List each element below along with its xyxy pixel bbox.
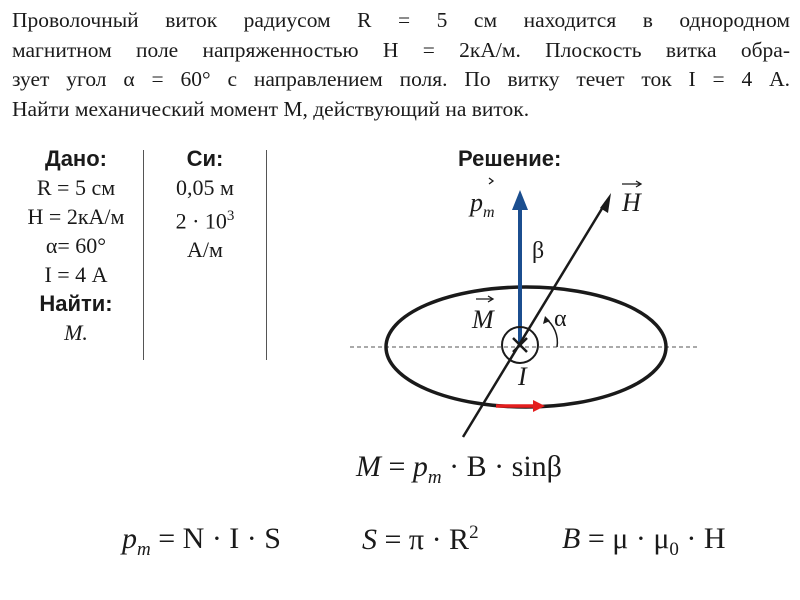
formula-pm	[122, 522, 281, 561]
formula-pm-p: p	[122, 522, 137, 555]
label-m	[472, 305, 494, 335]
formula-b-mid: = μ · μ	[580, 522, 670, 555]
given-alpha: α= 60°	[45, 233, 107, 258]
problem-line-4: Найти механический момент M, действующий на виток.	[12, 96, 530, 121]
formula-area-s: S	[362, 523, 377, 556]
given-r: R = 5 см	[36, 175, 116, 200]
formula-torque	[356, 450, 562, 489]
si-r: 0,05 м	[176, 175, 234, 200]
given-h: H = 2кА/м	[27, 204, 125, 229]
formula-b	[562, 522, 726, 561]
pm-arrowhead	[512, 190, 528, 210]
label-h-main: H	[622, 188, 641, 217]
formula-area	[362, 522, 479, 557]
formula-torque-sub: m	[427, 467, 442, 488]
formula-torque-lhs: M	[356, 450, 381, 483]
label-m-main: M	[472, 305, 494, 334]
label-i-main: I	[518, 362, 527, 391]
formula-b-sub: 0	[669, 539, 679, 560]
problem-line-3: зует угол α = 60° с направлением поля. По витку течет ток I = 4 А.	[12, 67, 790, 91]
formula-b-b: B	[562, 522, 581, 555]
si-title: Си:	[186, 146, 224, 171]
si-h-unit: А/м	[187, 237, 223, 263]
formula-torque-p: p	[412, 450, 428, 483]
formula-torque-eq: =	[381, 450, 413, 483]
current-arrowhead	[533, 400, 545, 412]
h-label-arrow	[622, 181, 641, 187]
label-h	[622, 188, 641, 218]
label-pm	[470, 188, 495, 222]
given-i: I = 4 А	[44, 262, 108, 287]
given-title: Дано:	[45, 146, 107, 171]
si-h-exponent: 3	[226, 208, 235, 224]
label-i	[518, 362, 527, 392]
si-h-mantissa: 2 · 10	[175, 208, 227, 234]
find-title: Найти:	[39, 291, 113, 316]
formula-pm-rest: = N · I · S	[150, 522, 281, 555]
problem-line-2: магнитном поле напряженностью H = 2кА/м. Плоскость витка обра-	[12, 37, 790, 62]
label-beta: β	[532, 238, 545, 264]
find-value: M.	[64, 320, 88, 345]
m-label-arrow	[476, 296, 493, 302]
alpha-arrowhead	[543, 316, 550, 324]
problem-line-1: Проволочный виток радиусом R = 5 см находится в однородном	[12, 8, 790, 32]
pm-label-arrow	[489, 178, 493, 184]
formula-area-mid: = π · R	[377, 523, 470, 556]
formula-pm-sub: m	[137, 539, 151, 560]
label-pm-sub: m	[483, 204, 495, 222]
solution-title: Решение:	[458, 146, 562, 171]
formula-b-end: · H	[678, 522, 726, 555]
label-pm-main: p	[470, 188, 483, 217]
formula-area-exp: 2	[469, 522, 479, 543]
label-alpha: α	[554, 306, 567, 332]
formula-torque-rest: · B · sinβ	[441, 450, 562, 483]
